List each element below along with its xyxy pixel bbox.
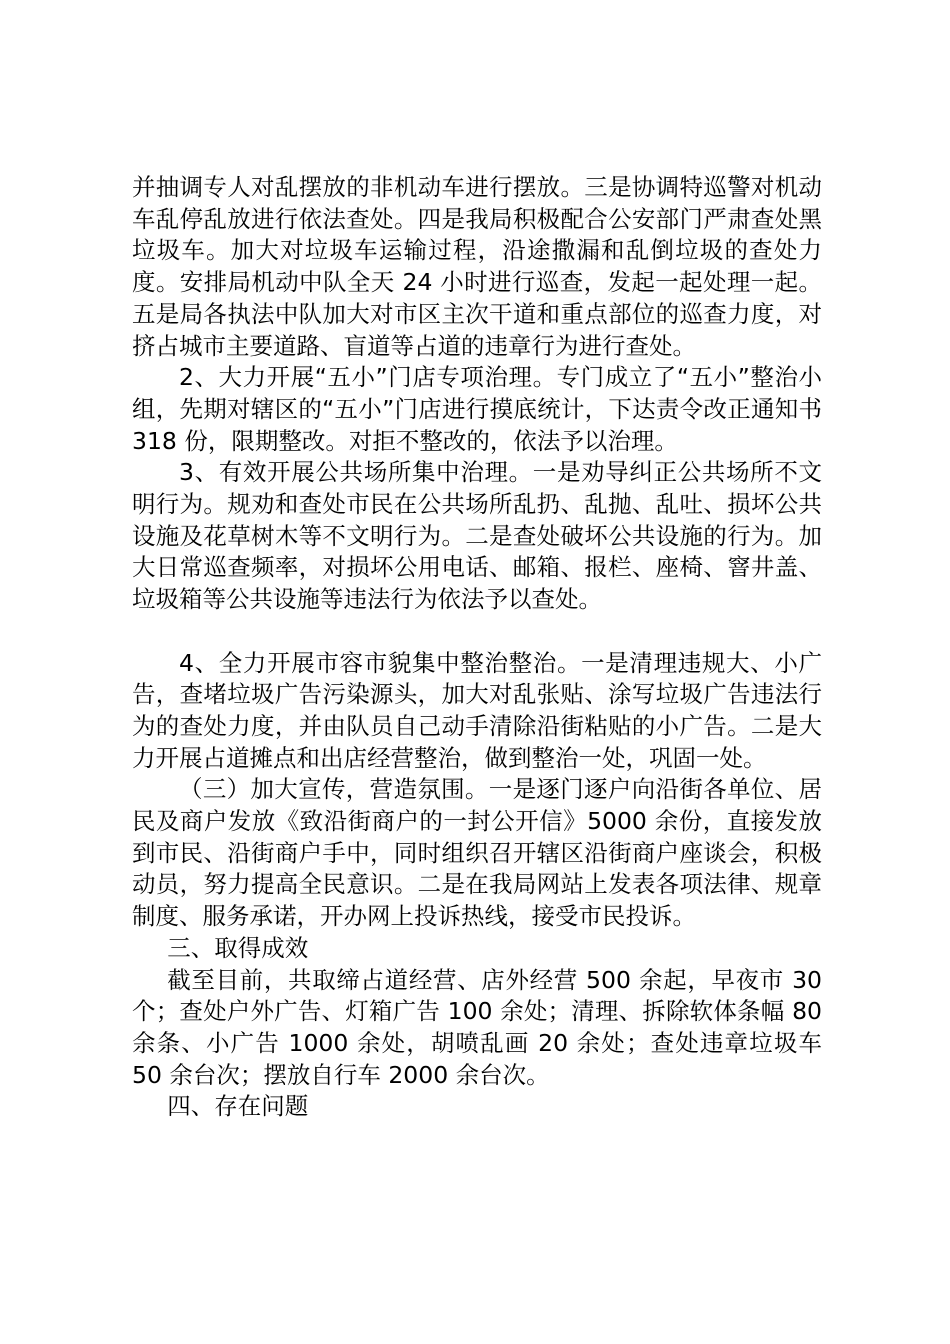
paragraph-city-appearance: 4、全力开展市容市貌集中整治整治。一是清理违规大、小广告，查堵垃圾广告污染源头，加大对乱张贴、涂写垃圾广告违法行为的查处力度，并由队员自己动手清除沿街粘贴的小广告。二是大力开展占道摊点和出店经营整治，做到整治一处，巩固一处。 — [132, 648, 822, 772]
section-heading-results: 三、取得成效 — [167, 933, 309, 962]
section-heading-problems: 四、存在问题 — [167, 1092, 309, 1121]
document-body — [132, 172, 822, 1123]
paragraph-public-places: 3、有效开展公共场所集中治理。一是劝导纠正公共场所不文明行为。规劝和查处市民在公共场所乱扔、乱抛、乱吐、损坏公共设施及花草树木等不文明行为。二是查处破坏公共设施的行为。加大日常巡查频率，对损坏公用电话、邮箱、报栏、座椅、窨井盖、垃圾箱等公共设施等违法行为依法予以查处。 — [132, 458, 822, 614]
paragraph-publicity: （三）加大宣传，营造氛围。一是逐门逐户向沿街各单位、居民及商户发放《致沿街商户的一封公开信》5000 余份，直接发放到市民、沿街商户手中，同时组织召开辖区沿街商户座谈会，积极动员，努力提高全民意识。二是在我局网站上发表各项法律、规章制度、服务承诺，开办网上投诉热线，接受市民投诉。 — [132, 775, 822, 931]
paragraph-five-small-stores: 2、大力开展“五小”门店专项治理。专门成立了“五小”整治小组，先期对辖区的“五小”门店进行摸底统计，下达责令改正通知书 318 份，限期整改。对拒不整改的，依法予以治理。 — [132, 363, 822, 455]
paragraph-continued-enforcement: 并抽调专人对乱摆放的非机动车进行摆放。三是协调特巡警对机动车乱停乱放进行依法查处。四是我局积极配合公安部门严肃查处黑垃圾车。加大对垃圾车运输过程，沿途撒漏和乱倒垃圾的查处力度。安排局机动中队全天 24 小时进行巡查，发起一起处理一起。五是局各执法中队加大对市区主次干道和重点部位的巡查力度，对挤占城市主要道路、盲道等占道的违章行为进行查处。 — [132, 173, 822, 360]
paragraph-results: 截至目前，共取缔占道经营、店外经营 500 余起，早夜市 30 个；查处户外广告、灯箱广告 100 余处；清理、拆除软体条幅 80 余条、小广告 1000 余处，胡喷乱画 20 余处；查处违章垃圾车 50 余台次；摆放自行车 2000 余台次。 — [132, 965, 822, 1089]
